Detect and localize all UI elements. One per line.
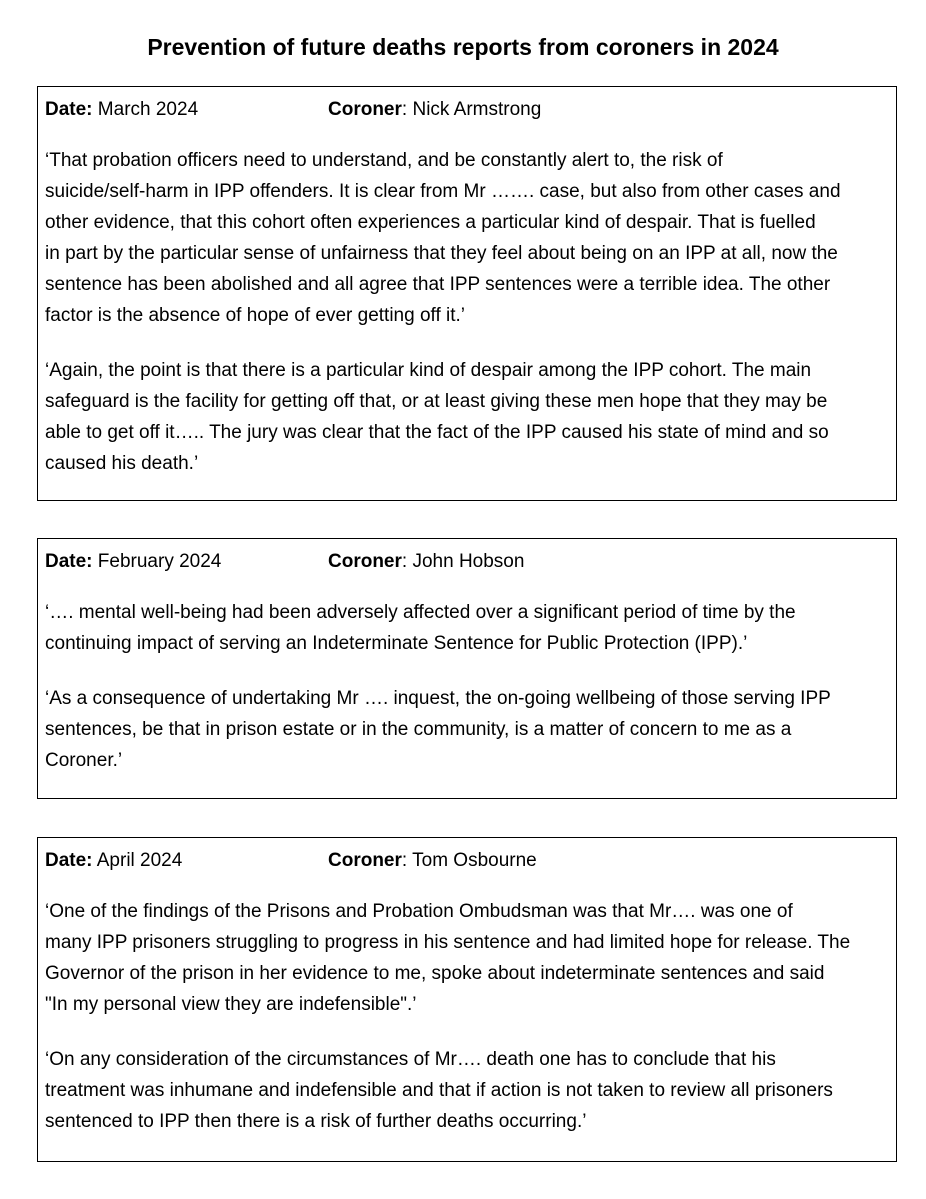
- coroner-label: Coroner: [328, 850, 402, 871]
- date-label: Date:: [45, 99, 93, 120]
- quote-line: ‘One of the findings of the Prisons and Probation Ombudsman was that Mr…. was one of: [45, 901, 793, 922]
- date-field: [45, 848, 182, 874]
- quote-line: continuing impact of serving an Indeterminate Sentence for Public Protection (IPP).’: [45, 633, 748, 654]
- quote-line: ‘…. mental well-being had been adversely affected over a significant period of time by the: [45, 602, 796, 623]
- date-field: [45, 97, 198, 123]
- report-header: [45, 97, 888, 123]
- quote-line: able to get off it….. The jury was clear that the fact of the IPP caused his state of mind and so: [45, 422, 829, 443]
- report-box-march-2024: [37, 86, 897, 501]
- quote-line: suicide/self-harm in IPP offenders. It is clear from Mr ……. case, but also from other cases and: [45, 181, 841, 202]
- quote-line: many IPP prisoners struggling to progress in his sentence and had limited hope for release. The: [45, 932, 851, 953]
- quote-line: treatment was inhumane and indefensible and that if action is not taken to review all prisoners: [45, 1080, 833, 1101]
- date-label: Date:: [45, 850, 93, 871]
- quote-line: sentences, be that in prison estate or in the community, is a matter of concern to me as a: [45, 719, 792, 740]
- quote-line: ‘On any consideration of the circumstances of Mr…. death one has to conclude that his: [45, 1049, 776, 1070]
- quote-line: "In my personal view they are indefensible".’: [45, 994, 417, 1015]
- date-value: March 2024: [97, 99, 199, 120]
- quote-line: ‘As a consequence of undertaking Mr …. inquest, the on-going wellbeing of those serving IPP: [45, 688, 831, 709]
- page-title: Prevention of future deaths reports from coroners in 2024: [147, 34, 779, 60]
- quote-line: safeguard is the facility for getting off that, or at least giving these men hope that they may be: [45, 391, 828, 412]
- quote-paragraph: [45, 896, 888, 1020]
- coroner-field: Coroner: John Hobson: [328, 551, 525, 572]
- quote-paragraph: [45, 1044, 888, 1137]
- coroner-value: Nick Armstrong: [412, 99, 542, 120]
- quote-line: sentence has been abolished and all agree that IPP sentences were a terrible idea. The other: [45, 274, 831, 295]
- quote-line: factor is the absence of hope of ever getting off it.’: [45, 305, 466, 326]
- quote-line: other evidence, that this cohort often experiences a particular kind of despair. That is fuelled: [45, 212, 816, 233]
- quote-line: ‘That probation officers need to understand, and be constantly alert to, the risk of: [45, 150, 723, 171]
- quote-paragraph: [45, 597, 888, 659]
- date-value: February 2024: [97, 551, 222, 572]
- coroner-value: Tom Osbourne: [412, 850, 537, 871]
- quote-paragraph: [45, 683, 888, 776]
- quote-line: sentenced to IPP then there is a risk of further deaths occurring.’: [45, 1111, 587, 1132]
- report-header: [45, 848, 888, 874]
- quote-line: Coroner.’: [45, 750, 123, 771]
- report-box-april-2024: [37, 837, 897, 1162]
- report-header: [45, 549, 888, 575]
- coroner-field: Coroner: Nick Armstrong: [328, 99, 542, 120]
- date-label: Date:: [45, 551, 93, 572]
- quote-paragraph: [45, 355, 888, 479]
- quote-line: ‘Again, the point is that there is a particular kind of despair among the IPP cohort. The main: [45, 360, 812, 381]
- report-box-february-2024: [37, 538, 897, 799]
- coroner-label: Coroner: [328, 551, 402, 572]
- quote-line: Governor of the prison in her evidence to me, spoke about indeterminate sentences and said: [45, 963, 825, 984]
- date-value: April 2024: [96, 850, 183, 871]
- coroner-field: Coroner: Tom Osbourne: [328, 850, 537, 871]
- coroner-value: John Hobson: [412, 551, 525, 572]
- coroner-label: Coroner: [328, 99, 402, 120]
- date-field: [45, 549, 221, 575]
- quote-line: in part by the particular sense of unfairness that they feel about being on an IPP at all, now the: [45, 243, 838, 264]
- quote-paragraph: [45, 145, 888, 331]
- quote-line: caused his death.’: [45, 453, 199, 474]
